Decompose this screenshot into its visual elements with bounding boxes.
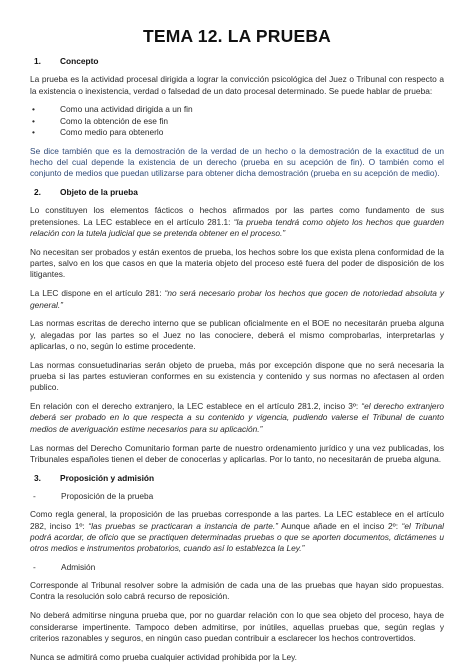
paragraph bbox=[30, 288, 444, 311]
paragraph: Se dice también que es la demostración de la verdad de un hecho o la demostración de la exactitud de un hecho del cual depende la existencia de un derecho (prueba en su acepción de fin). O también como el conjunto de medios que puedan utilizarse para obtener dicha demostración (prueba en su acepción de medio). bbox=[30, 145, 444, 179]
list-item-text: Como la obtención de ese fin bbox=[60, 115, 169, 126]
paragraph-text: La LEC dispone en el artículo 281: bbox=[30, 288, 165, 299]
page-title: TEMA 12. LA PRUEBA bbox=[142, 26, 332, 46]
paragraph: Nunca se admitirá como prueba cualquier actividad prohibida por la Ley. bbox=[30, 651, 297, 662]
paragraph bbox=[30, 205, 444, 239]
list-item bbox=[30, 104, 444, 115]
dash-icon: - bbox=[33, 561, 36, 572]
list-item-text: Como medio para obtenerlo bbox=[60, 126, 164, 137]
section-number: 2. bbox=[34, 187, 41, 198]
paragraph: Las normas escritas de derecho interno que se publican oficialmente en el BOE no necesitarán prueba alguna y, alegadas por las partes so el Juez no las conociere, deberá el mismo comprobarlas, interpretarlas y aplicarlas, o no, según lo estime procedente. bbox=[30, 318, 444, 351]
subsection-heading bbox=[30, 562, 444, 573]
section-heading-text: Proposición y admisión bbox=[60, 472, 155, 483]
subsection-heading-text: Proposición de la prueba bbox=[61, 490, 154, 501]
paragraph-text: Como regla general, la proposición de las pruebas corresponde a las partes. La LEC establece en el artículo 282, inciso 1º: bbox=[30, 509, 444, 531]
paragraph: Las normas consuetudinarias serán objeto de prueba, más por excepción dispone que no será necesaria la prueba si las partes estuvieran conformes en su existencia y contenido y sus normas no afectasen al orden publico. bbox=[30, 359, 444, 393]
paragraph: Corresponde al Tribunal resolver sobre la admisión de cada una de las pruebas que hayan sido propuestas. Contra la resolución solo cabrá recurso de reposición. bbox=[30, 580, 444, 602]
quote-text: “las pruebas se practicaran a instancia de parte.” bbox=[88, 520, 278, 531]
subsection-heading-text: Admisión bbox=[61, 561, 96, 572]
bullet-icon: • bbox=[32, 104, 35, 115]
quote-text: “la prueba tendrá como objeto los hechos que guarden relación con la tutela judicial que se pretenda obtener en el proceso.” bbox=[30, 216, 444, 239]
dash-icon: - bbox=[33, 490, 36, 501]
paragraph: Las normas del Derecho Comunitario forman parte de nuestro ordenamiento jurídico y una vez publicadas, los Tribunales españoles tienen el deber de conocerlas y aplicarlas. Por lo tanto, no necesitarán de prueba alguna. bbox=[30, 442, 444, 464]
section-heading-concepto bbox=[30, 56, 444, 67]
bullet-icon: • bbox=[32, 115, 35, 126]
paragraph: La prueba es la actividad procesal dirigida a lograr la convicción psicológica del Juez o Tribunal con respecto a la existencia o inexistencia, verdad o falsedad de un dato procesal determinado. Se puede hablar de prueba: bbox=[30, 74, 444, 96]
paragraph: No necesitan ser probados y están exentos de prueba, los hechos sobre los que exista plena conformidad de la partes, salvo en los que casos en que la materia objeto del proceso esté fuera del poder de disposición de los litigantes. bbox=[30, 246, 444, 280]
quote-text: “el Tribunal podrá acordar, de oficio que se practiquen determinadas pruebas o que se aporten documentos, dictámenes u otros medios e instrumentos probatorios, cuando así lo establezca la Ley.” bbox=[30, 520, 444, 554]
paragraph-text: Aunque añade en el inciso 2º: bbox=[277, 520, 402, 531]
paragraph-text: En relación con el derecho extranjero, la LEC establece en el artículo 281.2, inciso 3º: bbox=[30, 401, 362, 412]
section-heading-text: Objeto de la prueba bbox=[60, 187, 138, 198]
subsection-heading bbox=[30, 491, 444, 502]
quote-text: “no será necesario probar los hechos que gocen de notoriedad absoluta y general.” bbox=[30, 288, 445, 310]
list-item bbox=[30, 127, 444, 138]
list-item-text: Como una actividad dirigida a un fin bbox=[60, 104, 193, 115]
bullet-icon: • bbox=[32, 126, 35, 137]
paragraph bbox=[30, 401, 444, 435]
section-heading-objeto bbox=[30, 187, 444, 198]
section-number: 1. bbox=[34, 56, 41, 66]
list-item bbox=[30, 116, 444, 127]
quote-text: “el derecho extranjero deberá ser probado en lo que respecta a su contenido y vigencia, pudiendo valerse el Tribunal de cuanto medios de averiguación estime necesarios para su aplicación.” bbox=[30, 401, 444, 434]
paragraph: No deberá admitirse ninguna prueba que, por no guardar relación con lo que sea objeto del proceso, haya de considerarse impertinente. Tampoco deben admitirse, por inútiles, aquellas pruebas que, según reglas y criterios razonables y seguros, en ningún caso puedan contribuir a esclarecer los hechos controvertidos. bbox=[30, 610, 444, 643]
paragraph-text: Lo constituyen los elementos fácticos o hechos afirmados por las partes como fundamento de sus pretensiones. La LEC establece en el artículo 281.1: bbox=[30, 205, 444, 227]
bullet-list bbox=[30, 104, 444, 138]
section-heading-proposicion bbox=[30, 473, 444, 484]
section-number: 3. bbox=[34, 472, 41, 483]
paragraph bbox=[30, 509, 444, 554]
section-heading-text: Concepto bbox=[60, 56, 99, 66]
